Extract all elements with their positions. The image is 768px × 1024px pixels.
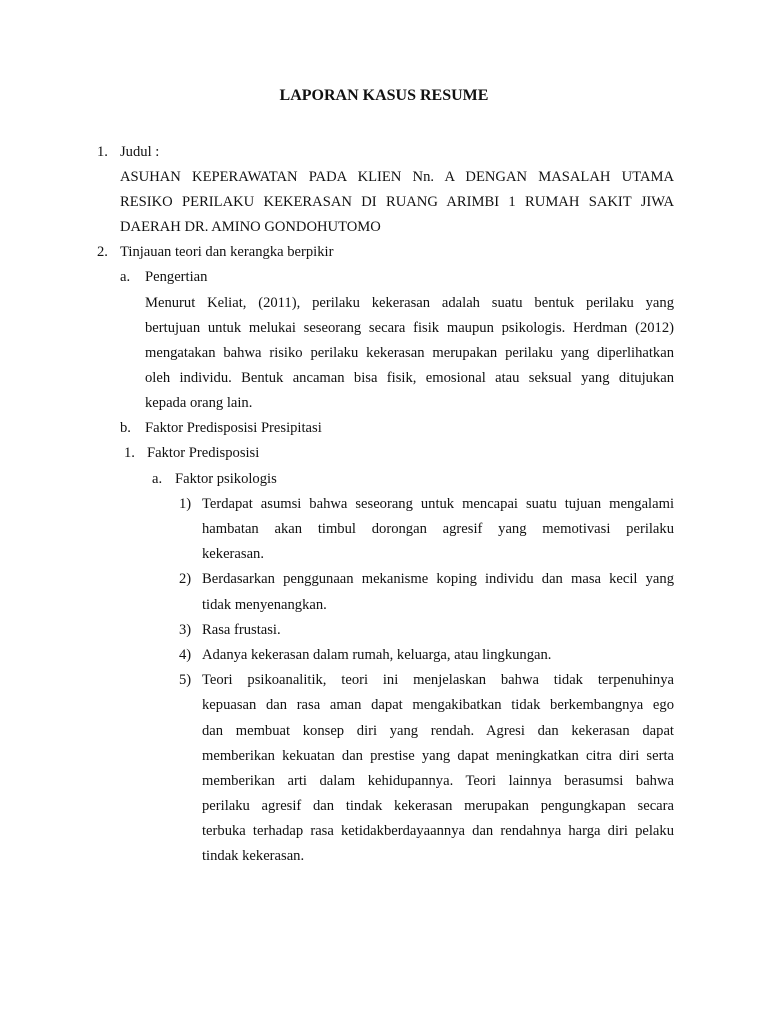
- item-1-line-2: hambatan akan timbul dorongan agresif yang memotivasi perilaku: [202, 521, 674, 537]
- item-4-marker: 4): [179, 647, 192, 663]
- section-1-number: 1.: [97, 144, 108, 160]
- item-1-line-3: kekerasan.: [202, 546, 264, 562]
- predisposisi-marker: 1.: [124, 445, 135, 461]
- pengertian-line-5: kepada orang lain.: [145, 395, 253, 411]
- item-1-line-1: Terdapat asumsi bahwa seseorang untuk mencapai suatu tujuan mengalami: [202, 496, 674, 512]
- judul-line-2: RESIKO PERILAKU KEKERASAN DI RUANG ARIMBI 1 RUMAH SAKIT JIWA: [120, 194, 674, 210]
- pengertian-marker: a.: [120, 269, 131, 285]
- item-5-line-1: Teori psikoanalitik, teori ini menjelaskan bahwa tidak terpenuhinya: [202, 672, 674, 688]
- judul-line-3: DAERAH DR. AMINO GONDOHUTOMO: [120, 219, 381, 235]
- item-5-line-2: kepuasan dan rasa aman dapat mengakibatkan tidak berkembangnya ego: [202, 697, 674, 713]
- item-5-line-7: terbuka terhadap rasa ketidakberdayaannya dan rendahnya harga diri pelaku: [202, 823, 674, 839]
- psikologis-marker: a.: [152, 471, 163, 487]
- item-5-line-6: perilaku agresif dan tindak kekerasan merupakan pengungkapan secara: [202, 798, 674, 814]
- item-5-marker: 5): [179, 672, 192, 688]
- pengertian-line-1: Menurut Keliat, (2011), perilaku kekerasan adalah suatu bentuk perilaku yang: [145, 295, 674, 311]
- item-3-marker: 3): [179, 622, 192, 638]
- item-2-line-2: tidak menyenangkan.: [202, 597, 327, 613]
- predisposisi-label: Faktor Predisposisi: [147, 445, 260, 461]
- item-2-marker: 2): [179, 571, 192, 587]
- item-5-line-3: dan membuat konsep diri yang rendah. Agresi dan kekerasan dapat: [202, 723, 674, 739]
- judul-line-1: ASUHAN KEPERAWATAN PADA KLIEN Nn. A DENGAN MASALAH UTAMA: [120, 169, 674, 185]
- item-5-line-8: tindak kekerasan.: [202, 848, 305, 864]
- item-5-line-5: memberikan arti dalam kehidupannya. Teori lainnya berasumsi bahwa: [202, 773, 674, 789]
- pengertian-line-2: bertujuan untuk melukai seseorang secara fisik maupun psikologis. Herdman (2012): [145, 320, 674, 336]
- item-5-line-4: memberikan kekuatan dan prestise yang dapat meningkatkan citra diri serta: [202, 748, 674, 764]
- item-4-line-1: Adanya kekerasan dalam rumah, keluarga, atau lingkungan.: [202, 647, 552, 663]
- item-3-line-1: Rasa frustasi.: [202, 622, 281, 638]
- item-1-marker: 1): [179, 496, 192, 512]
- pengertian-line-3: mengatakan bahwa risiko perilaku kekerasan merupakan perilaku yang diperlihatkan: [145, 345, 674, 361]
- pengertian-label: Pengertian: [145, 269, 208, 285]
- page-title: LAPORAN KASUS RESUME: [279, 87, 489, 104]
- section-2-label: Tinjauan teori dan kerangka berpikir: [120, 244, 334, 260]
- section-1-label: Judul :: [120, 144, 160, 160]
- section-2-number: 2.: [97, 244, 108, 260]
- psikologis-label: Faktor psikologis: [175, 471, 277, 487]
- item-2-line-1: Berdasarkan penggunaan mekanisme koping individu dan masa kecil yang: [202, 571, 674, 587]
- faktor-marker: b.: [120, 420, 131, 436]
- faktor-label: Faktor Predisposisi Presipitasi: [145, 420, 322, 436]
- pengertian-line-4: oleh individu. Bentuk ancaman bisa fisik, emosional atau seksual yang ditujukan: [145, 370, 674, 386]
